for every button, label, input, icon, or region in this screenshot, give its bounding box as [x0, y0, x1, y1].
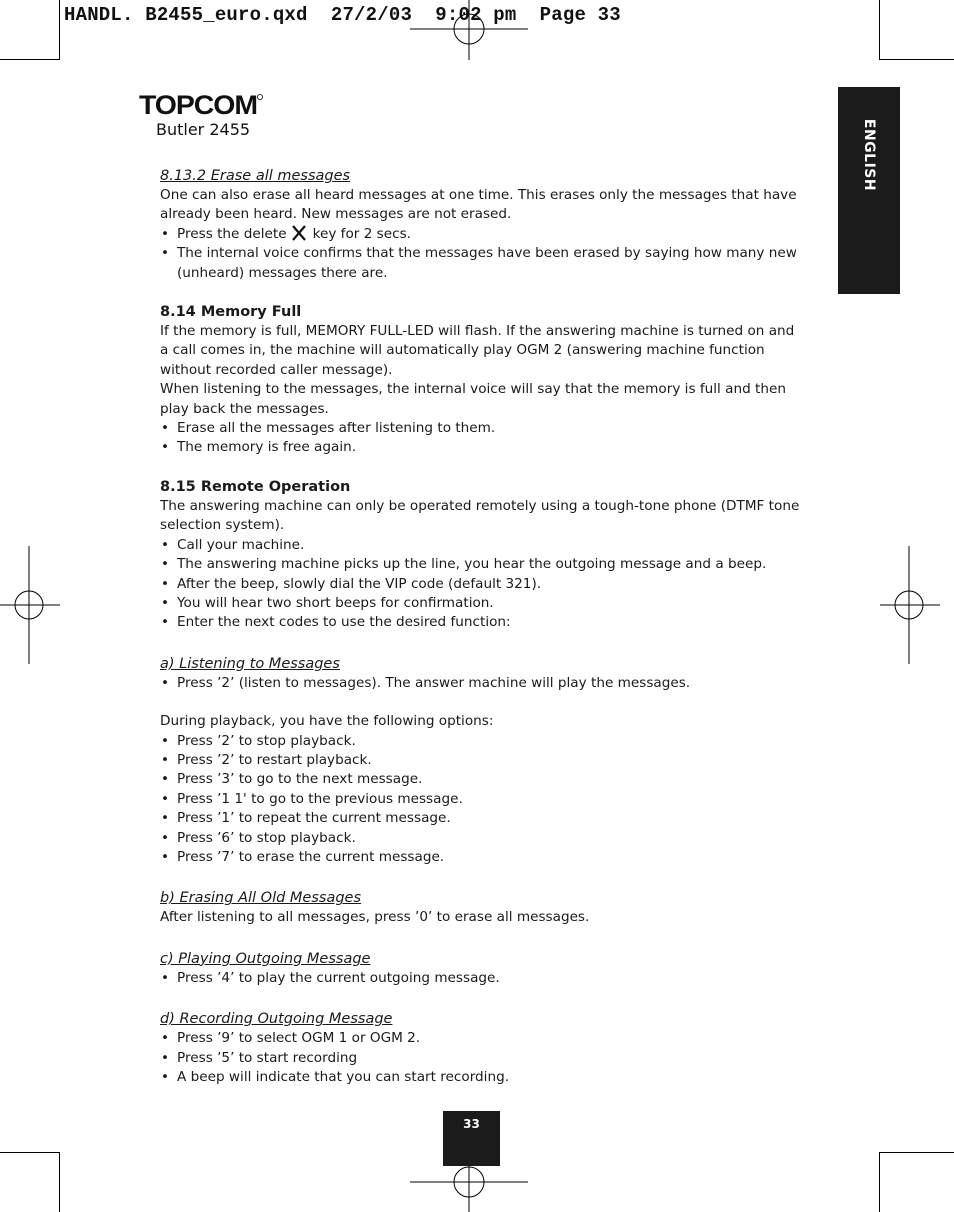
list-item: • Press ’5’ to start recording: [160, 1049, 800, 1068]
crop-mark: [59, 1152, 60, 1212]
list-item: • The internal voice confirms that the messages have been erased by saying how many new (unheard) messages there are.: [160, 244, 800, 283]
list-item: • Call your machine.: [160, 536, 800, 555]
list-item: • Press ’9’ to select OGM 1 or OGM 2.: [160, 1029, 800, 1048]
bullet-list: [160, 225, 800, 283]
section-title: d) Recording Outgoing Message: [160, 1011, 393, 1028]
bullet-list: [160, 732, 800, 868]
section-title: 8.14 Memory Full: [160, 304, 302, 321]
svg-text:TOPCOM: TOPCOM: [139, 90, 257, 120]
section-title: 8.13.2 Erase all messages: [160, 168, 351, 184]
list-item: • You will hear two short beeps for confirmation.: [160, 594, 800, 613]
crop-mark: [879, 59, 954, 60]
topcom-logo: [139, 90, 265, 120]
paragraph: If the memory is full, MEMORY FULL-LED will flash. If the answering machine is turned on and a call comes in, the machine will automatically play OGM 2 (answering machine function without recorded caller message).: [160, 323, 795, 378]
page-content: [160, 166, 800, 1087]
section-title: b) Erasing All Old Messages: [160, 890, 362, 907]
list-item: • Enter the next codes to use the desired function:: [160, 613, 800, 632]
crop-mark: [59, 0, 60, 60]
list-item: • Press ’4’ to play the current outgoing message.: [160, 969, 800, 988]
crop-mark: [0, 59, 60, 60]
list-item: • Press ’2’ (listen to messages). The answer machine will play the messages.: [160, 674, 800, 693]
print-slug: HANDL. B2455_euro.qxd 27/2/03 9:02 pm Page 33: [64, 4, 621, 26]
crop-mark: [879, 1152, 880, 1212]
list-item: • Erase all the messages after listening to them.: [160, 419, 800, 438]
language-tab: [838, 87, 900, 294]
model-name: Butler 2455: [156, 120, 251, 139]
list-item: • Press ’6’ to stop playback.: [160, 829, 800, 848]
list-item: [160, 225, 800, 244]
crosshair-icon: [0, 546, 60, 664]
page-number: 33: [443, 1111, 500, 1166]
paragraph: After listening to all messages, press ’0’ to erase all messages.: [160, 909, 590, 926]
list-item: • Press ’1’ to repeat the current message.: [160, 809, 800, 828]
language-label: ENGLISH: [861, 118, 877, 192]
crop-mark: [0, 1152, 60, 1153]
paragraph: During playback, you have the following options:: [160, 713, 494, 730]
list-item: • Press ’1 1' to go to the previous message.: [160, 790, 800, 809]
paragraph: When listening to the messages, the internal voice will say that the memory is full and then play back the messages.: [160, 381, 786, 417]
list-item: • A beep will indicate that you can start recording.: [160, 1068, 800, 1087]
paragraph: The answering machine can only be operated remotely using a tough-tone phone (DTMF tone selection system).: [160, 497, 800, 534]
bullet-list: [160, 1029, 800, 1087]
bullet-list: [160, 674, 800, 693]
list-item: • Press ’3’ to go to the next message.: [160, 770, 800, 789]
bullet-list: [160, 419, 800, 458]
bullet-list: [160, 969, 800, 988]
list-item: • The memory is free again.: [160, 438, 800, 457]
crop-mark: [879, 1152, 954, 1153]
list-item: • The answering machine picks up the line, you hear the outgoing message and a beep.: [160, 555, 800, 574]
list-item: • After the beep, slowly dial the VIP code (default 321).: [160, 575, 800, 594]
list-item: • Press ’7’ to erase the current message.: [160, 848, 800, 867]
paragraph: One can also erase all heard messages at one time. This erases only the messages that have already been heard. New messages are not erased.: [160, 187, 797, 223]
crosshair-icon: [880, 546, 940, 664]
section-title: 8.15 Remote Operation: [160, 478, 351, 495]
section-title: c) Playing Outgoing Message: [160, 950, 371, 967]
x-delete-icon: [291, 225, 307, 241]
section-title: a) Listening to Messages: [160, 655, 340, 672]
list-item-text: key for 2 secs.: [312, 225, 411, 242]
list-item-text: Press the delete: [177, 225, 287, 242]
bullet-list: [160, 536, 800, 633]
crop-mark: [879, 0, 880, 60]
list-item: • Press ’2’ to restart playback.: [160, 751, 800, 770]
list-item: • Press ’2’ to stop playback.: [160, 732, 800, 751]
crosshair-icon: [410, 0, 528, 60]
